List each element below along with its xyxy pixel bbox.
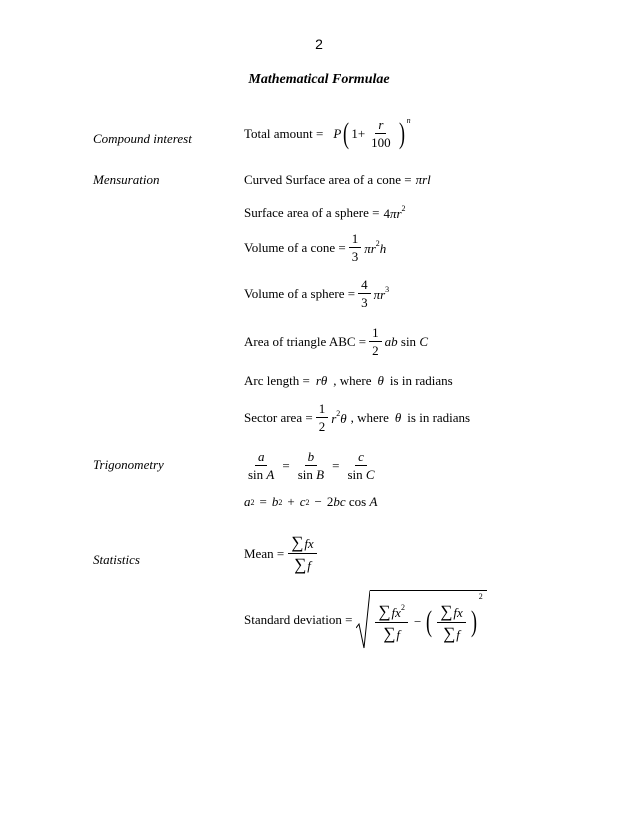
formula-mean bbox=[244, 534, 320, 573]
label-std-dev: Standard deviation = bbox=[244, 612, 353, 627]
expr-4-pi-r2: $4\pi r^2$ bbox=[383, 204, 406, 221]
fraction-a-over-sinA: $\frac{a}{\text{sin A}}$ bbox=[248, 449, 275, 482]
fraction-one-half: $\frac{1}{2}$ bbox=[369, 326, 382, 357]
expr-r-theta: rθ bbox=[315, 373, 328, 388]
label-triangle-area: Area of triangle ABC = bbox=[244, 333, 367, 349]
label-is-in-radians-2: is in radians bbox=[407, 409, 471, 425]
label-total-amount: Total amount = bbox=[244, 125, 324, 141]
fraction-sum-fx-over-sum-f: $\frac{\sum fx}{\sum f}$ bbox=[288, 534, 317, 573]
label-where: , where bbox=[333, 373, 372, 388]
page-title: Mathematical Formulae bbox=[248, 72, 390, 87]
exponent-n: n bbox=[406, 116, 411, 125]
left-paren: ( bbox=[343, 116, 350, 150]
section-mensuration: Mensuration bbox=[93, 172, 160, 187]
label-sphere-volume: Volume of a sphere = bbox=[244, 285, 356, 301]
formula-triangle-area bbox=[244, 326, 428, 357]
formula-sphere-volume bbox=[244, 278, 389, 309]
formula-cone-volume bbox=[244, 232, 386, 263]
fraction-sum-fx2-over-sum-f: $\frac{\sum fx^2}{\sum f}$ bbox=[375, 603, 408, 642]
page-number: 2 bbox=[315, 36, 323, 52]
formula-compound-interest bbox=[244, 118, 411, 149]
formula-arc-length bbox=[244, 373, 453, 389]
label-where-2: , where bbox=[350, 409, 389, 425]
label-mean: Mean = bbox=[244, 545, 285, 561]
expr-pi-r3: $\pi r^3$ bbox=[373, 284, 390, 302]
expr-pi-r-l: πrl bbox=[415, 172, 431, 187]
expr-r2-theta: $r^2\theta$ bbox=[331, 408, 347, 426]
label-cone-volume: Volume of a cone = bbox=[244, 239, 346, 255]
section-trigonometry: Trigonometry bbox=[93, 457, 164, 472]
formula-cone-surface bbox=[244, 172, 431, 188]
fraction-one-half-sector: $\frac{1}{2}$ bbox=[316, 402, 329, 433]
formula-sphere-surface bbox=[244, 204, 406, 222]
formula-sine-rule: $\frac{a}{\text{sin A}}$ = $\frac{b}{\text{sin B}}$ = $\frac{c}{\text{sin C}}$ bbox=[242, 450, 381, 481]
fraction-b-over-sinB: $\frac{b}{\text{sin B}}$ bbox=[297, 449, 325, 482]
formula-cosine-rule: a 2 = b 2 + c 2 − 2bc cos A bbox=[244, 494, 378, 509]
fraction-four-thirds: $\frac{4}{3}$ bbox=[358, 278, 371, 309]
formula-sector-area bbox=[244, 402, 470, 433]
formula-standard-deviation bbox=[244, 590, 487, 650]
label-sector-area: Sector area = bbox=[244, 409, 313, 425]
label-sphere-surface: Surface area of a sphere = bbox=[244, 205, 380, 220]
label-cone-surface: Curved Surface area of a cone = bbox=[244, 172, 412, 187]
radical-sign-icon bbox=[356, 590, 370, 650]
label-is-in-radians: is in radians bbox=[389, 373, 453, 388]
fraction-r-over-100: $\frac{r}{100}$ bbox=[371, 117, 391, 150]
square-root: $\frac{\sum fx^2}{\sum f}$ − ( $\frac{\sum fx}{\sum f}$ ) 2 bbox=[356, 590, 486, 650]
symbol-p: P bbox=[333, 125, 342, 141]
right-paren: ) bbox=[398, 116, 405, 150]
label-arc-length: Arc length = bbox=[244, 373, 310, 388]
fraction-sum-fx-over-sum-f-inner: $\frac{\sum fx}{\sum f}$ bbox=[437, 603, 466, 642]
expr-ab-sin-c: ab sin C bbox=[384, 333, 428, 349]
symbol-theta-2: θ bbox=[394, 409, 402, 425]
expr-pi-r2-h: $\pi r^2h$ bbox=[364, 238, 387, 256]
one: 1+ bbox=[351, 125, 366, 141]
section-compound-interest: Compound interest bbox=[93, 131, 192, 146]
section-statistics: Statistics bbox=[93, 552, 140, 567]
fraction-c-over-sinC: $\frac{c}{\text{sin C}}$ bbox=[347, 449, 375, 482]
fraction-one-third: $\frac{1}{3}$ bbox=[349, 232, 362, 263]
symbol-theta: θ bbox=[377, 373, 384, 388]
